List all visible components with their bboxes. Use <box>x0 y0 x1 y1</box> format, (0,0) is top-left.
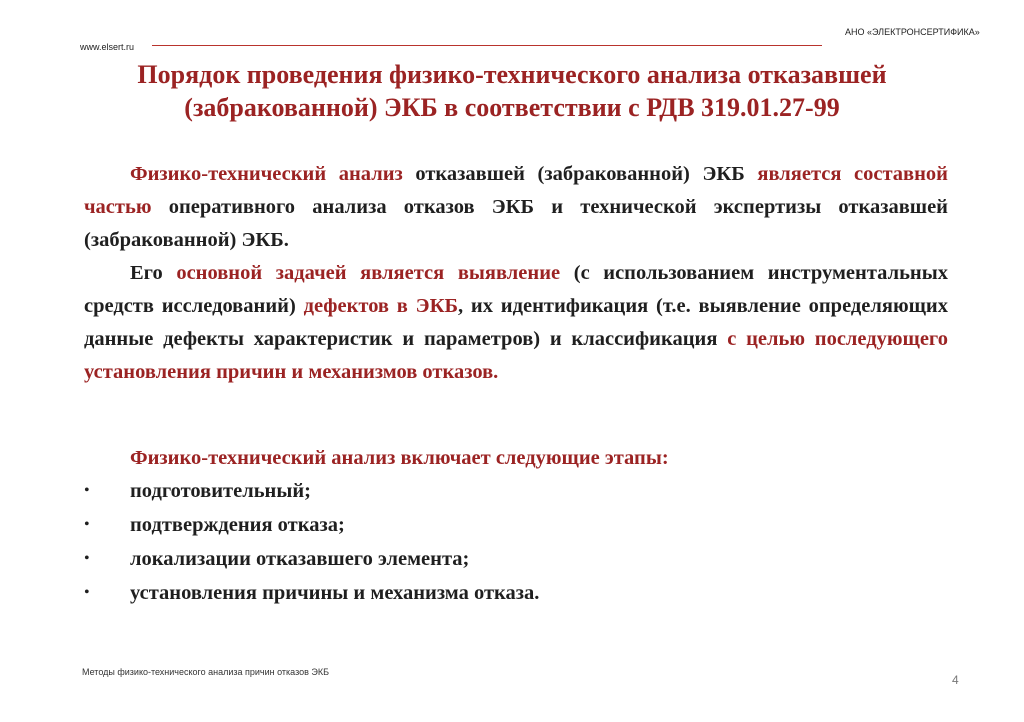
p2-span-5: , их идентификация (т.е. выявление определяющих данные дефекты характеристик и параметров) и классификация <box>84 295 948 350</box>
p1-span-2: отказавшей (забракованной) ЭКБ <box>402 163 758 185</box>
list-item <box>84 581 539 615</box>
bullet-icon: • <box>84 482 90 499</box>
stage-label: подтверждения отказа; <box>130 514 345 536</box>
header-divider <box>152 45 822 46</box>
stage-label: подготовительный; <box>130 480 312 502</box>
stages-heading: Физико-технический анализ включает следующие этапы: <box>130 447 669 469</box>
org-name: АНО «ЭЛЕКТРОНСЕРТИФИКА» <box>845 27 980 37</box>
bullet-icon: • <box>84 584 90 601</box>
bullet-icon: • <box>84 550 90 567</box>
p1-span-1: Физико-технический анализ <box>130 163 403 185</box>
p1-span-4: оперативного анализа отказов ЭКБ и технической экспертизы отказавшей (забракованной) ЭКБ. <box>84 196 948 251</box>
p2-span-3: (с использованием инструментальных средств исследований) <box>84 262 948 317</box>
list-item <box>84 513 539 547</box>
stages-list <box>84 479 539 615</box>
paragraph-1 <box>84 158 948 257</box>
p2-span-2: основной задачей является выявление <box>176 262 561 284</box>
p1-span-3: является составной частью <box>84 163 948 218</box>
paragraph-2 <box>84 257 948 389</box>
page-number: 4 <box>952 673 959 687</box>
p2-span-1: Его <box>130 262 177 284</box>
stage-label: установления причины и механизма отказа. <box>130 582 540 604</box>
footer-text: Методы физико-технического анализа причин отказов ЭКБ <box>82 667 330 677</box>
slide-title: Порядок проведения физико-технического анализа отказавшей (забракованной) ЭКБ в соответствии с РДВ 319.01.27-99 <box>137 60 887 122</box>
p2-span-6: с целью последующего установления причин и механизмов отказов. <box>84 328 948 383</box>
bullet-icon: • <box>84 516 90 533</box>
stage-label: локализации отказавшего элемента; <box>130 548 470 570</box>
website-url[interactable]: www.elsert.ru <box>80 42 135 52</box>
list-item <box>84 479 539 513</box>
list-item <box>84 547 539 581</box>
p2-span-4: дефектов в ЭКБ <box>303 295 458 317</box>
